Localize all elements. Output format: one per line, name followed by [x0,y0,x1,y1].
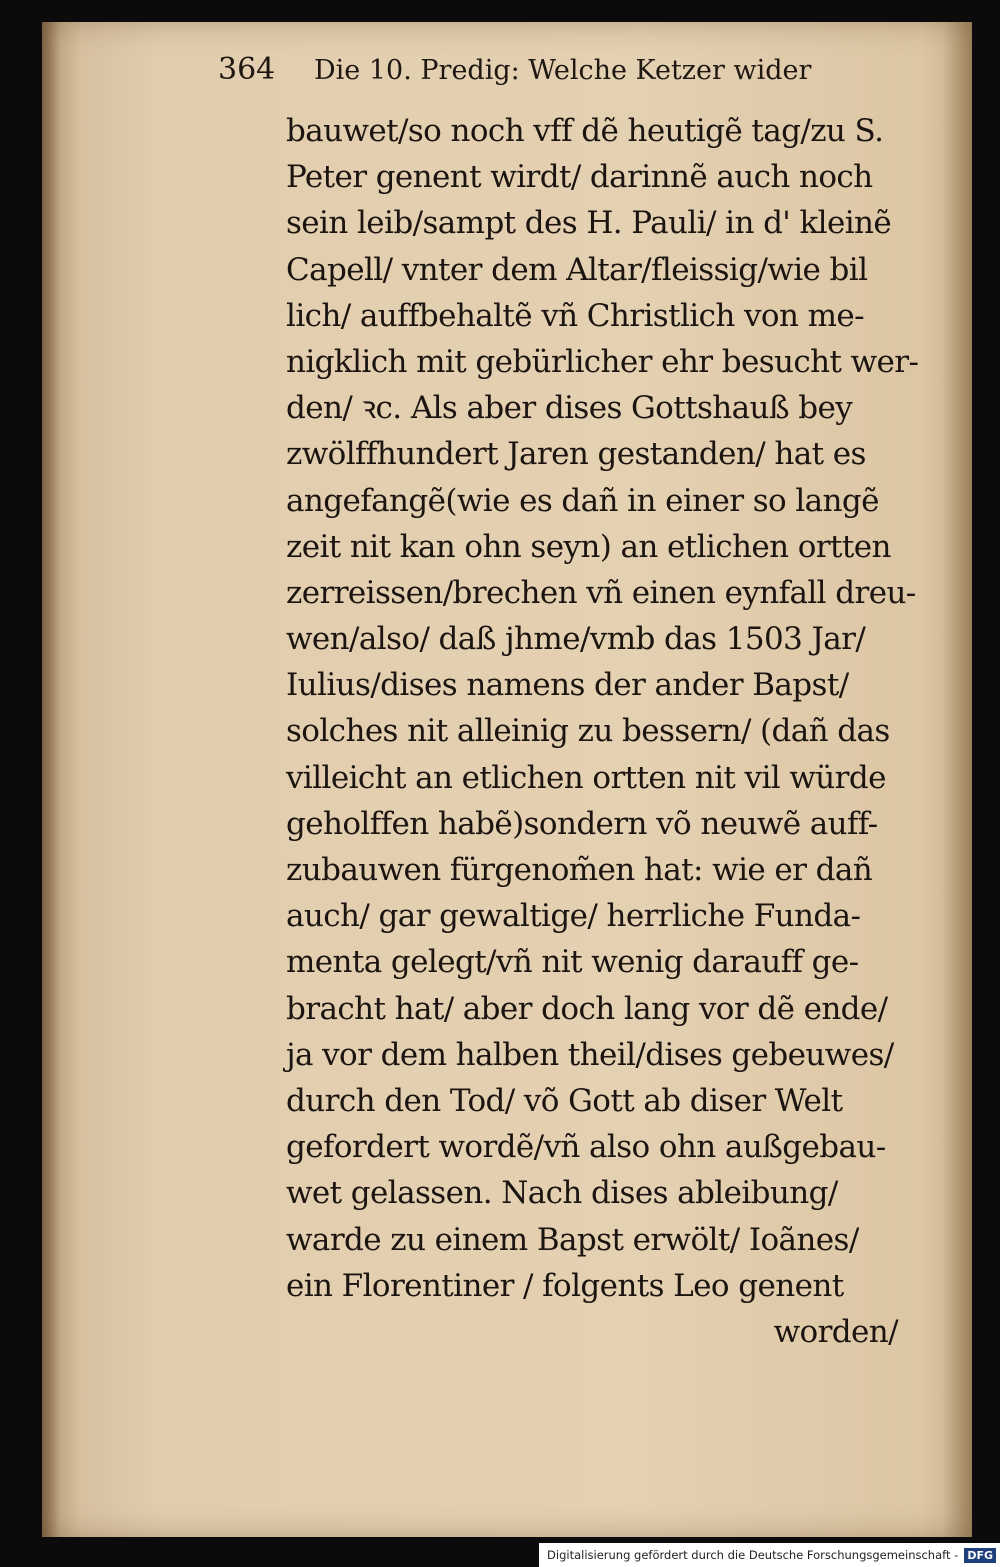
text-line: zeit nit kan ohn seyn) an etlichen ortten [286,528,891,565]
text-line: auch/ gar gewaltige/ herrliche Funda- [286,898,861,935]
text-line: den/ ꝛc. Als aber dises Gottshauß bey [286,390,853,427]
text-line: zwölffhundert Jaren gestanden/ hat es [286,436,866,473]
text-line: gefordert wordẽ/vñ also ohn außgebau- [286,1129,886,1166]
body-text [286,108,919,1355]
text-line: wet gelassen. Nach dises ableibung/ [286,1175,838,1212]
text-line: durch den Tod/ võ Gott ab diser Welt [286,1082,843,1119]
page-number: 364 [218,52,276,87]
text-line: lich/ auffbehaltẽ vñ Christlich von me- [286,297,864,334]
text-line: wen/also/ daß jhme/vmb das 1503 Jar/ [286,621,866,658]
footer-credit-text: Digitalisierung gefördert durch die Deutsche Forschungsgemeinschaft - [547,1548,959,1562]
text-line: nigklich mit gebürlicher ehr besucht wer- [286,343,919,380]
text-line: geholffen habẽ)sondern võ neuwẽ auff- [286,805,878,842]
digitization-footer [539,1543,1000,1567]
running-title: Die 10. Predig: Welche Ketzer wider [314,55,812,86]
text-line: Peter genent wirdt/ darinnẽ auch noch [286,159,873,196]
text-line: villeicht an etlichen ortten nit vil würde [286,759,886,796]
text-line: bracht hat/ aber doch lang vor dẽ ende/ [286,990,888,1027]
text-line: angefangẽ(wie es dañ in einer so langẽ [286,482,879,519]
text-line: ein Florentiner / folgents Leo genent [286,1267,844,1304]
text-line: solches nit alleinig zu bessern/ (dañ das [286,713,890,750]
text-line: sein leib/sampt des H. Pauli/ in d' kleinẽ [286,205,892,242]
text-line: Capell/ vnter dem Altar/fleissig/wie bil [286,251,868,288]
text-line: Iulius/dises namens der ander Bapst/ [286,667,849,704]
text-line: menta gelegt/vñ nit wenig darauff ge- [286,944,859,981]
text-line: zubauwen fürgenom̃en hat: wie er dañ [286,852,873,888]
text-line: ja vor dem halben theil/dises gebeuwes/ [286,1036,894,1073]
running-header [218,52,878,87]
page-edge-shadow [942,22,972,1537]
page-gutter-shadow [42,22,60,1537]
catchword: worden/ [773,1313,898,1350]
dfg-logo: DFG [964,1548,996,1563]
text-line: bauwet/so noch vff dẽ heutigẽ tag/zu S. [286,113,884,149]
text-line: warde zu einem Bapst erwölt/ Ioãnes/ [286,1221,859,1258]
text-line: zerreissen/brechen vñ einen eynfall dreu- [286,574,916,611]
